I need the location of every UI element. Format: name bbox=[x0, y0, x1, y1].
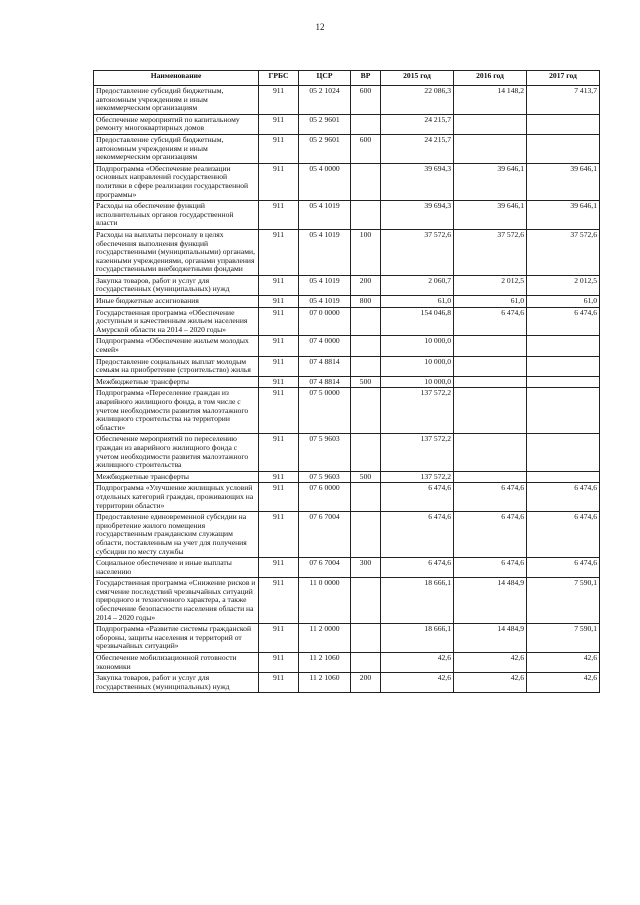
table-row bbox=[94, 512, 600, 558]
cell-2015: 10 000,0 bbox=[381, 356, 454, 376]
cell-2016: 42,6 bbox=[454, 653, 527, 673]
cell-2017: 7 413,7 bbox=[527, 86, 600, 115]
table-row bbox=[94, 356, 600, 376]
cell-name: Расходы на выплаты персоналу в целях обеспечения выполнения функций государственными (муниципальными) органами, казенными учреждениями, органами управления государственными внебюджетными фондами bbox=[94, 229, 259, 275]
table-row bbox=[94, 114, 600, 134]
cell-csr: 07 0 0000 bbox=[299, 307, 351, 336]
table-row bbox=[94, 275, 600, 295]
cell-2016: 39 646,1 bbox=[454, 201, 527, 230]
cell-2016: 2 012,5 bbox=[454, 275, 527, 295]
table-row bbox=[94, 134, 600, 163]
cell-2015: 39 694,3 bbox=[381, 201, 454, 230]
cell-vr bbox=[351, 307, 381, 336]
cell-csr: 11 0 0000 bbox=[299, 578, 351, 624]
cell-csr: 07 4 8814 bbox=[299, 356, 351, 376]
header-csr: ЦСР bbox=[299, 71, 351, 86]
cell-2017: 6 474,6 bbox=[527, 307, 600, 336]
cell-vr bbox=[351, 512, 381, 558]
cell-name: Подпрограмма «Переселение граждан из аварийного жилищного фонда, в том числе с учетом необходимости развития малоэтажного жилищного строительства на территории области» bbox=[94, 388, 259, 434]
cell-2016 bbox=[454, 336, 527, 356]
cell-vr: 600 bbox=[351, 86, 381, 115]
cell-2017 bbox=[527, 376, 600, 388]
cell-csr: 05 4 1019 bbox=[299, 296, 351, 308]
cell-grbs: 911 bbox=[259, 653, 299, 673]
cell-vr: 200 bbox=[351, 275, 381, 295]
cell-2017 bbox=[527, 388, 600, 434]
cell-2017: 6 474,6 bbox=[527, 558, 600, 578]
cell-2015: 6 474,6 bbox=[381, 558, 454, 578]
cell-vr bbox=[351, 483, 381, 512]
cell-2016 bbox=[454, 134, 527, 163]
cell-grbs: 911 bbox=[259, 376, 299, 388]
cell-csr: 05 4 1019 bbox=[299, 275, 351, 295]
cell-name: Межбюджетные трансферты bbox=[94, 376, 259, 388]
cell-grbs: 911 bbox=[259, 336, 299, 356]
cell-2016: 14 484,9 bbox=[454, 578, 527, 624]
cell-name: Иные бюджетные ассигнования bbox=[94, 296, 259, 308]
cell-vr bbox=[351, 356, 381, 376]
cell-grbs: 911 bbox=[259, 471, 299, 483]
cell-2017 bbox=[527, 434, 600, 471]
cell-2017 bbox=[527, 471, 600, 483]
table-row bbox=[94, 471, 600, 483]
cell-vr: 300 bbox=[351, 558, 381, 578]
cell-2015: 24 215,7 bbox=[381, 114, 454, 134]
cell-csr: 07 4 0000 bbox=[299, 336, 351, 356]
cell-name: Социальное обеспечение и иные выплаты населению bbox=[94, 558, 259, 578]
cell-csr: 05 4 1019 bbox=[299, 201, 351, 230]
cell-vr bbox=[351, 114, 381, 134]
header-grbs: ГРБС bbox=[259, 71, 299, 86]
cell-grbs: 911 bbox=[259, 134, 299, 163]
cell-2017 bbox=[527, 336, 600, 356]
cell-2015: 42,6 bbox=[381, 653, 454, 673]
cell-csr: 05 2 1024 bbox=[299, 86, 351, 115]
cell-csr: 05 4 1019 bbox=[299, 229, 351, 275]
cell-2015: 18 666,1 bbox=[381, 624, 454, 653]
cell-2017 bbox=[527, 134, 600, 163]
cell-grbs: 911 bbox=[259, 163, 299, 200]
cell-2016 bbox=[454, 434, 527, 471]
cell-2015: 61,0 bbox=[381, 296, 454, 308]
cell-grbs: 911 bbox=[259, 86, 299, 115]
table-row bbox=[94, 296, 600, 308]
table-row bbox=[94, 558, 600, 578]
cell-name: Обеспечение мобилизационной готовности экономики bbox=[94, 653, 259, 673]
table-row bbox=[94, 201, 600, 230]
cell-name: Государственная программа «Снижение рисков и смягчение последствий чрезвычайных ситуаций природного и техногенного характера, а также обеспечение безопасности населения области на 2014 – 2020 годы» bbox=[94, 578, 259, 624]
cell-2016: 6 474,6 bbox=[454, 307, 527, 336]
cell-2016: 6 474,6 bbox=[454, 483, 527, 512]
table-row bbox=[94, 434, 600, 471]
cell-grbs: 911 bbox=[259, 114, 299, 134]
cell-2015: 39 694,3 bbox=[381, 163, 454, 200]
cell-2017 bbox=[527, 356, 600, 376]
cell-csr: 07 5 0000 bbox=[299, 388, 351, 434]
cell-grbs: 911 bbox=[259, 512, 299, 558]
cell-2016: 42,6 bbox=[454, 673, 527, 693]
cell-2016 bbox=[454, 471, 527, 483]
cell-vr bbox=[351, 653, 381, 673]
table-row bbox=[94, 307, 600, 336]
header-vr: ВР bbox=[351, 71, 381, 86]
cell-2016: 61,0 bbox=[454, 296, 527, 308]
cell-2017: 37 572,6 bbox=[527, 229, 600, 275]
cell-name: Подпрограмма «Развитие системы гражданской обороны, защиты населения и территорий от чрезвычайных ситуаций» bbox=[94, 624, 259, 653]
cell-grbs: 911 bbox=[259, 558, 299, 578]
cell-grbs: 911 bbox=[259, 296, 299, 308]
cell-grbs: 911 bbox=[259, 483, 299, 512]
cell-2015: 24 215,7 bbox=[381, 134, 454, 163]
table-row bbox=[94, 673, 600, 693]
table-row bbox=[94, 376, 600, 388]
cell-2016 bbox=[454, 114, 527, 134]
cell-csr: 05 2 9601 bbox=[299, 114, 351, 134]
cell-2017: 61,0 bbox=[527, 296, 600, 308]
cell-vr bbox=[351, 434, 381, 471]
cell-name: Подпрограмма «Улучшение жилищных условий отдельных категорий граждан, проживающих на территории области» bbox=[94, 483, 259, 512]
cell-grbs: 911 bbox=[259, 624, 299, 653]
cell-vr: 800 bbox=[351, 296, 381, 308]
cell-csr: 07 5 9603 bbox=[299, 434, 351, 471]
cell-grbs: 911 bbox=[259, 229, 299, 275]
cell-vr bbox=[351, 578, 381, 624]
cell-2017: 6 474,6 bbox=[527, 483, 600, 512]
cell-grbs: 911 bbox=[259, 275, 299, 295]
cell-2017: 39 646,1 bbox=[527, 163, 600, 200]
cell-2016 bbox=[454, 376, 527, 388]
cell-grbs: 911 bbox=[259, 673, 299, 693]
cell-grbs: 911 bbox=[259, 201, 299, 230]
cell-2016: 14 484,9 bbox=[454, 624, 527, 653]
cell-2015: 6 474,6 bbox=[381, 512, 454, 558]
cell-vr: 200 bbox=[351, 673, 381, 693]
header-2017: 2017 год bbox=[527, 71, 600, 86]
cell-vr bbox=[351, 624, 381, 653]
cell-2015: 22 086,3 bbox=[381, 86, 454, 115]
cell-grbs: 911 bbox=[259, 434, 299, 471]
cell-csr: 07 5 9603 bbox=[299, 471, 351, 483]
cell-2016: 39 646,1 bbox=[454, 163, 527, 200]
cell-2017: 39 646,1 bbox=[527, 201, 600, 230]
cell-vr bbox=[351, 388, 381, 434]
budget-table bbox=[93, 70, 600, 693]
cell-name: Предоставление социальных выплат молодым семьям на приобретение (строительство) жилья bbox=[94, 356, 259, 376]
cell-csr: 07 6 7004 bbox=[299, 512, 351, 558]
cell-2015: 10 000,0 bbox=[381, 336, 454, 356]
cell-2016: 6 474,6 bbox=[454, 558, 527, 578]
cell-2017: 42,6 bbox=[527, 673, 600, 693]
table-row bbox=[94, 336, 600, 356]
cell-2017: 2 012,5 bbox=[527, 275, 600, 295]
cell-2016 bbox=[454, 388, 527, 434]
table-row bbox=[94, 483, 600, 512]
cell-name: Расходы на обеспечение функций исполнительных органов государственной власти bbox=[94, 201, 259, 230]
cell-2015: 2 060,7 bbox=[381, 275, 454, 295]
cell-2015: 137 572,2 bbox=[381, 388, 454, 434]
cell-2015: 6 474,6 bbox=[381, 483, 454, 512]
cell-csr: 07 6 0000 bbox=[299, 483, 351, 512]
cell-name: Предоставление субсидий бюджетным, автономным учреждениям и иным некоммерческим организациям bbox=[94, 134, 259, 163]
cell-2016: 37 572,6 bbox=[454, 229, 527, 275]
table-row bbox=[94, 86, 600, 115]
cell-name: Подпрограмма «Обеспечение реализации основных направлений государственной политики в сфере реализации государственной программы» bbox=[94, 163, 259, 200]
cell-2016: 14 148,2 bbox=[454, 86, 527, 115]
header-row bbox=[94, 71, 600, 86]
cell-2015: 37 572,6 bbox=[381, 229, 454, 275]
cell-2015: 18 666,1 bbox=[381, 578, 454, 624]
cell-vr bbox=[351, 201, 381, 230]
table-row bbox=[94, 388, 600, 434]
table-row bbox=[94, 653, 600, 673]
cell-csr: 11 2 0000 bbox=[299, 624, 351, 653]
cell-csr: 07 4 8814 bbox=[299, 376, 351, 388]
cell-name: Обеспечение мероприятий по переселению граждан из аварийного жилищного фонда с учетом необходимости развития малоэтажного жилищного строительства bbox=[94, 434, 259, 471]
cell-name: Предоставление субсидий бюджетным, автономным учреждениям и иным некоммерческим организациям bbox=[94, 86, 259, 115]
cell-2015: 154 046,8 bbox=[381, 307, 454, 336]
cell-2015: 42,6 bbox=[381, 673, 454, 693]
cell-2017: 6 474,6 bbox=[527, 512, 600, 558]
cell-2017: 42,6 bbox=[527, 653, 600, 673]
cell-name: Межбюджетные трансферты bbox=[94, 471, 259, 483]
cell-vr: 600 bbox=[351, 134, 381, 163]
cell-name: Предоставление единовременной субсидии на приобретение жилого помещения государственным гражданским служащим области, поставленным на учет для получения субсидии по месту службы bbox=[94, 512, 259, 558]
header-name: Наименование bbox=[94, 71, 259, 86]
cell-csr: 05 2 9601 bbox=[299, 134, 351, 163]
table-row bbox=[94, 578, 600, 624]
cell-grbs: 911 bbox=[259, 388, 299, 434]
cell-csr: 11 2 1060 bbox=[299, 673, 351, 693]
cell-2016: 6 474,6 bbox=[454, 512, 527, 558]
cell-2017: 7 590,1 bbox=[527, 578, 600, 624]
cell-csr: 07 6 7004 bbox=[299, 558, 351, 578]
cell-vr bbox=[351, 336, 381, 356]
cell-vr: 100 bbox=[351, 229, 381, 275]
header-2016: 2016 год bbox=[454, 71, 527, 86]
cell-csr: 05 4 0000 bbox=[299, 163, 351, 200]
cell-2016 bbox=[454, 356, 527, 376]
cell-vr: 500 bbox=[351, 376, 381, 388]
cell-name: Закупка товаров, работ и услуг для государственных (муниципальных) нужд bbox=[94, 673, 259, 693]
cell-grbs: 911 bbox=[259, 356, 299, 376]
table-body bbox=[94, 86, 600, 693]
cell-2017 bbox=[527, 114, 600, 134]
cell-name: Государственная программа «Обеспечение доступным и качественным жильем населения Амурской области на 2014 – 2020 годы» bbox=[94, 307, 259, 336]
table-row bbox=[94, 163, 600, 200]
cell-2015: 137 572,2 bbox=[381, 434, 454, 471]
cell-csr: 11 2 1060 bbox=[299, 653, 351, 673]
cell-grbs: 911 bbox=[259, 578, 299, 624]
table-row bbox=[94, 229, 600, 275]
cell-2015: 137 572,2 bbox=[381, 471, 454, 483]
cell-2015: 10 000,0 bbox=[381, 376, 454, 388]
cell-2017: 7 590,1 bbox=[527, 624, 600, 653]
cell-name: Подпрограмма «Обеспечение жильем молодых семей» bbox=[94, 336, 259, 356]
cell-name: Закупка товаров, работ и услуг для государственных (муниципальных) нужд bbox=[94, 275, 259, 295]
cell-vr bbox=[351, 163, 381, 200]
table-row bbox=[94, 624, 600, 653]
page-number: 12 bbox=[315, 22, 325, 32]
cell-grbs: 911 bbox=[259, 307, 299, 336]
cell-name: Обеспечение мероприятий по капитальному ремонту многоквартирных домов bbox=[94, 114, 259, 134]
cell-vr: 500 bbox=[351, 471, 381, 483]
header-2015: 2015 год bbox=[381, 71, 454, 86]
